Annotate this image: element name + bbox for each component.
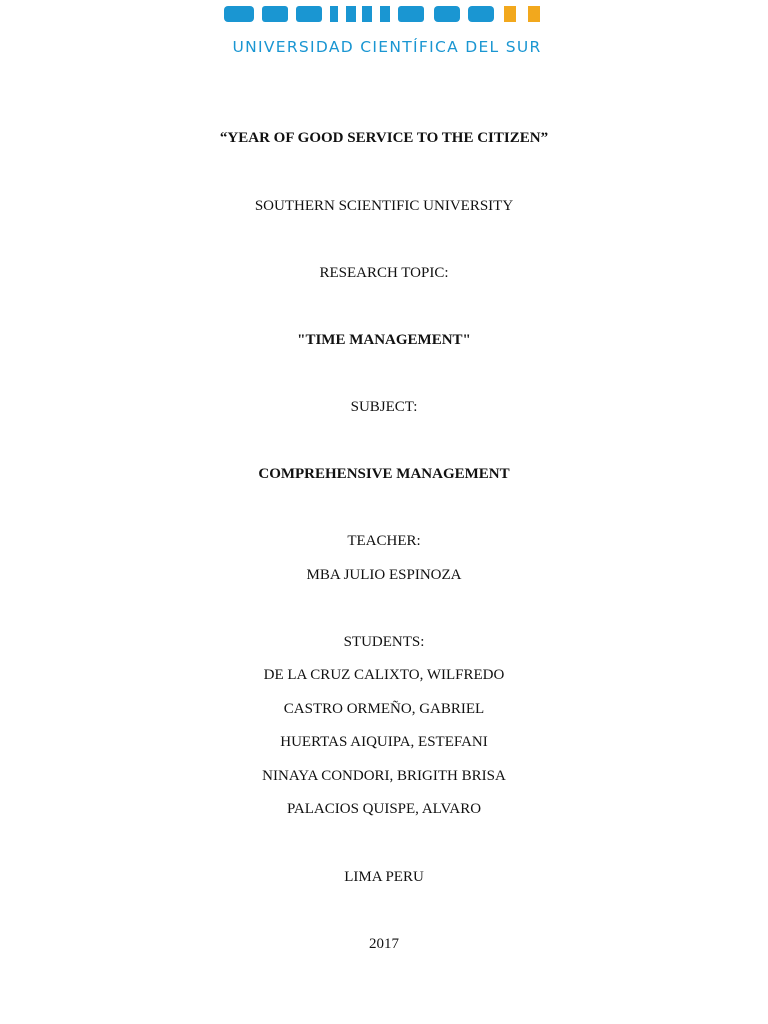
students-label: STUDENTS: bbox=[343, 634, 425, 650]
year: 2017 bbox=[369, 936, 399, 952]
university-logo bbox=[222, 0, 552, 62]
student-name: PALACIOS QUISPE, ALVARO bbox=[286, 801, 482, 817]
logo-caption: UNIVERSIDAD CIENTÍFICA DEL SUR bbox=[232, 38, 542, 56]
logo-wordmark-graphic bbox=[222, 0, 552, 22]
student-name: CASTRO ORMEÑO, GABRIEL bbox=[283, 701, 485, 717]
student-name: HUERTAS AIQUIPA, ESTEFANI bbox=[280, 734, 488, 750]
teacher-label: TEACHER: bbox=[347, 533, 421, 549]
subject-label: SUBJECT: bbox=[350, 399, 418, 415]
student-name: NINAYA CONDORI, BRIGITH BRISA bbox=[262, 768, 506, 784]
student-name: DE LA CRUZ CALIXTO, WILFREDO bbox=[263, 667, 505, 683]
research-topic: "TIME MANAGEMENT" bbox=[297, 332, 471, 348]
logo-wordmark bbox=[222, 0, 552, 22]
subject: COMPREHENSIVE MANAGEMENT bbox=[258, 466, 510, 482]
location: LIMA PERU bbox=[344, 869, 424, 885]
research-topic-label: RESEARCH TOPIC: bbox=[319, 265, 449, 281]
teacher-name: MBA JULIO ESPINOZA bbox=[306, 567, 462, 583]
motto: “YEAR OF GOOD SERVICE TO THE CITIZEN” bbox=[219, 130, 549, 146]
university-name: SOUTHERN SCIENTIFIC UNIVERSITY bbox=[254, 198, 514, 214]
